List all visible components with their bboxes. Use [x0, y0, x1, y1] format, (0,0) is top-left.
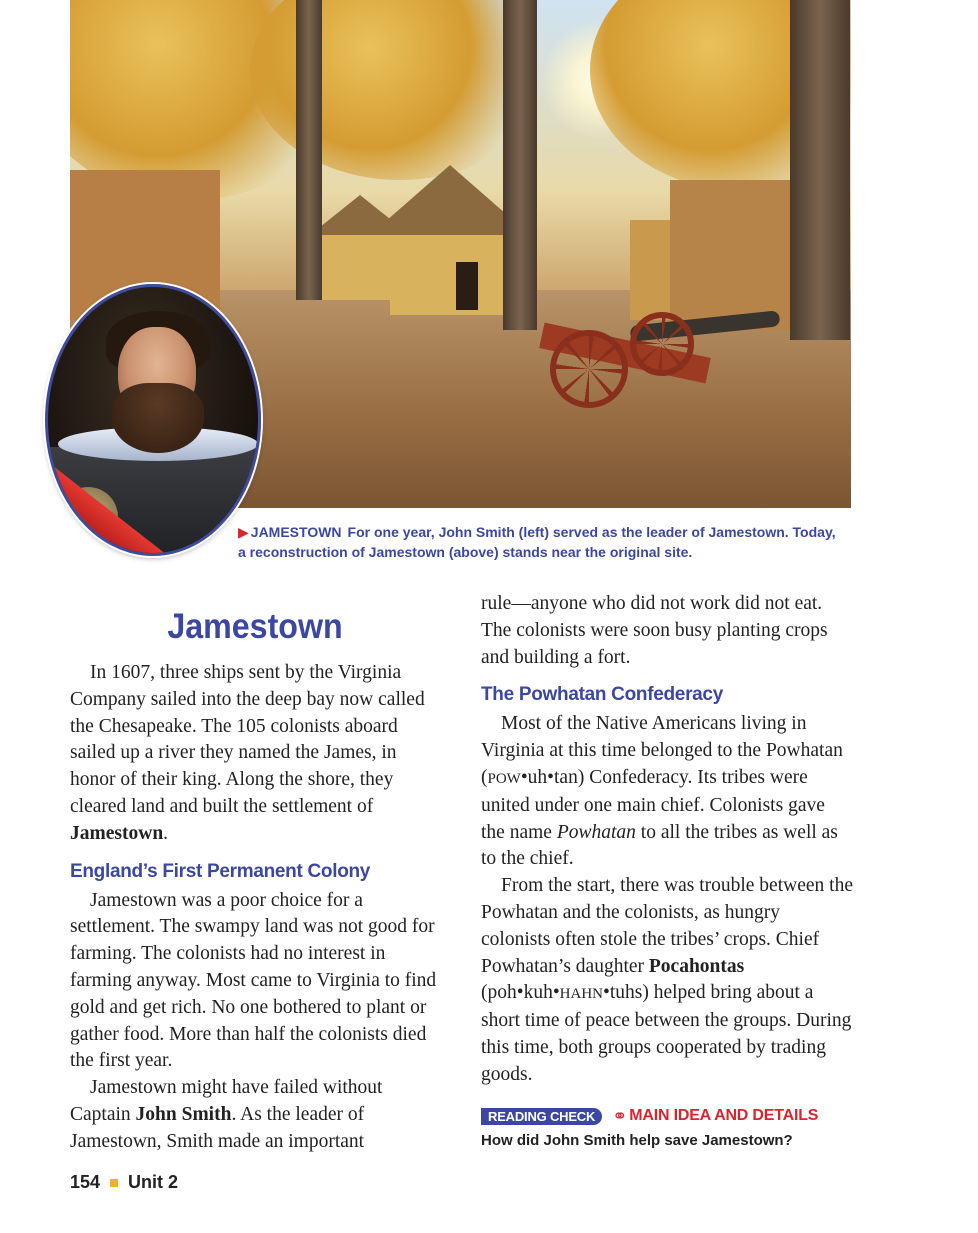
- target-icon: ⚭: [612, 1105, 628, 1127]
- paragraph-text: to all the tribes as well as to the chief.: [481, 821, 838, 870]
- photo-house: [320, 230, 400, 300]
- reading-check-question: How did John Smith help save Jamestown?: [481, 1131, 793, 1149]
- john-smith-portrait: [45, 284, 261, 556]
- left-column: [70, 606, 440, 1156]
- pronunciation-stress: HAHN: [559, 986, 603, 1003]
- pronunciation-stress: POW: [487, 770, 521, 787]
- paragraph-text: helped bring about a short time of peace between the groups. During this time, both groups cooperated by trading goods.: [481, 982, 852, 1085]
- paragraph-text: .: [163, 822, 169, 844]
- photo-house: [670, 180, 800, 330]
- subheading: The Powhatan Confederacy: [481, 684, 723, 706]
- reading-check-badge: READING CHECK: [481, 1108, 602, 1125]
- paragraph: Jamestown was a poor choice for a settlement. The swampy land was not good for farming. The colonists had no interest in farming anyway. Most came to Virginia to find gold and get rich. No one bothered to plant or gather food. More than half the colonists died the first year.: [70, 889, 437, 1072]
- pronunciation: (poh•kuh•: [481, 982, 560, 1004]
- key-term: Pocahontas: [648, 955, 745, 977]
- paragraph-text: From the start, there was trouble between the Powhatan and the colonists, as hungry colonists often stole the tribes’ crops. Chief Powhatan’s daughter: [481, 875, 853, 977]
- paragraph: [481, 873, 853, 1088]
- caption-label: JAMESTOWN: [250, 524, 342, 540]
- pronunciation: •tuhs): [603, 982, 649, 1004]
- paragraph-text: . As the leader of Jamestown, Smith made an important: [70, 1103, 365, 1152]
- paragraph-text: Most of the Native Americans living in Virginia at this time belonged to the Powhatan (: [481, 713, 843, 788]
- portrait-beard: [112, 383, 204, 453]
- subheading: England’s First Permanent Colony: [70, 860, 371, 882]
- pronunciation: •uh•tan: [520, 766, 578, 788]
- photo-cannon-wheel: [550, 330, 628, 408]
- paragraph-text: Jamestown might have failed without Captain: [70, 1077, 383, 1125]
- reading-check-skill: MAIN IDEA AND DETAILS: [629, 1107, 819, 1125]
- paragraph-text: ) Confederacy. Its tribes were united under one main chief. Colonists gave the name: [481, 766, 825, 843]
- footer-divider-square: [110, 1179, 118, 1187]
- photo-tree-trunk: [790, 0, 850, 340]
- photo-tree-trunk: [296, 0, 322, 300]
- photo-door: [456, 262, 478, 310]
- photo-cannon-wheel: [630, 312, 694, 376]
- caption-arrow-icon: ▶: [238, 524, 249, 540]
- page-number: 154: [70, 1172, 101, 1192]
- photo-caption: [238, 522, 838, 562]
- paragraph: [481, 711, 853, 873]
- photo-tree-trunk: [503, 0, 537, 330]
- key-term: Jamestown: [70, 822, 164, 844]
- right-column: [481, 591, 853, 1151]
- paragraph: rule—anyone who did not work did not eat. The colonists were soon busy planting crops and building a fort.: [481, 593, 828, 668]
- paragraph-text: In 1607, three ships sent by the Virginia Company sailed into the deep bay now called the Chesapeake. The 105 colonists aboard sailed up a river they named the James, in honor of their king. Along the shore, they cleared land and built the settlement of: [70, 662, 425, 817]
- key-term: John Smith: [135, 1103, 232, 1125]
- unit-label: Unit 2: [128, 1172, 179, 1192]
- paragraph: [70, 660, 440, 848]
- reading-check-header: [481, 1106, 853, 1127]
- italic-term: Powhatan: [556, 821, 636, 843]
- paragraph: [70, 1075, 440, 1155]
- section-title: Jamestown: [167, 607, 343, 646]
- page-footer: [70, 1172, 178, 1193]
- caption-text: For one year, John Smith (left) served as the leader of Jamestown. Today, a reconstruction of Jamestown (above) stands near the original site.: [238, 524, 836, 560]
- photo-house: [390, 230, 510, 315]
